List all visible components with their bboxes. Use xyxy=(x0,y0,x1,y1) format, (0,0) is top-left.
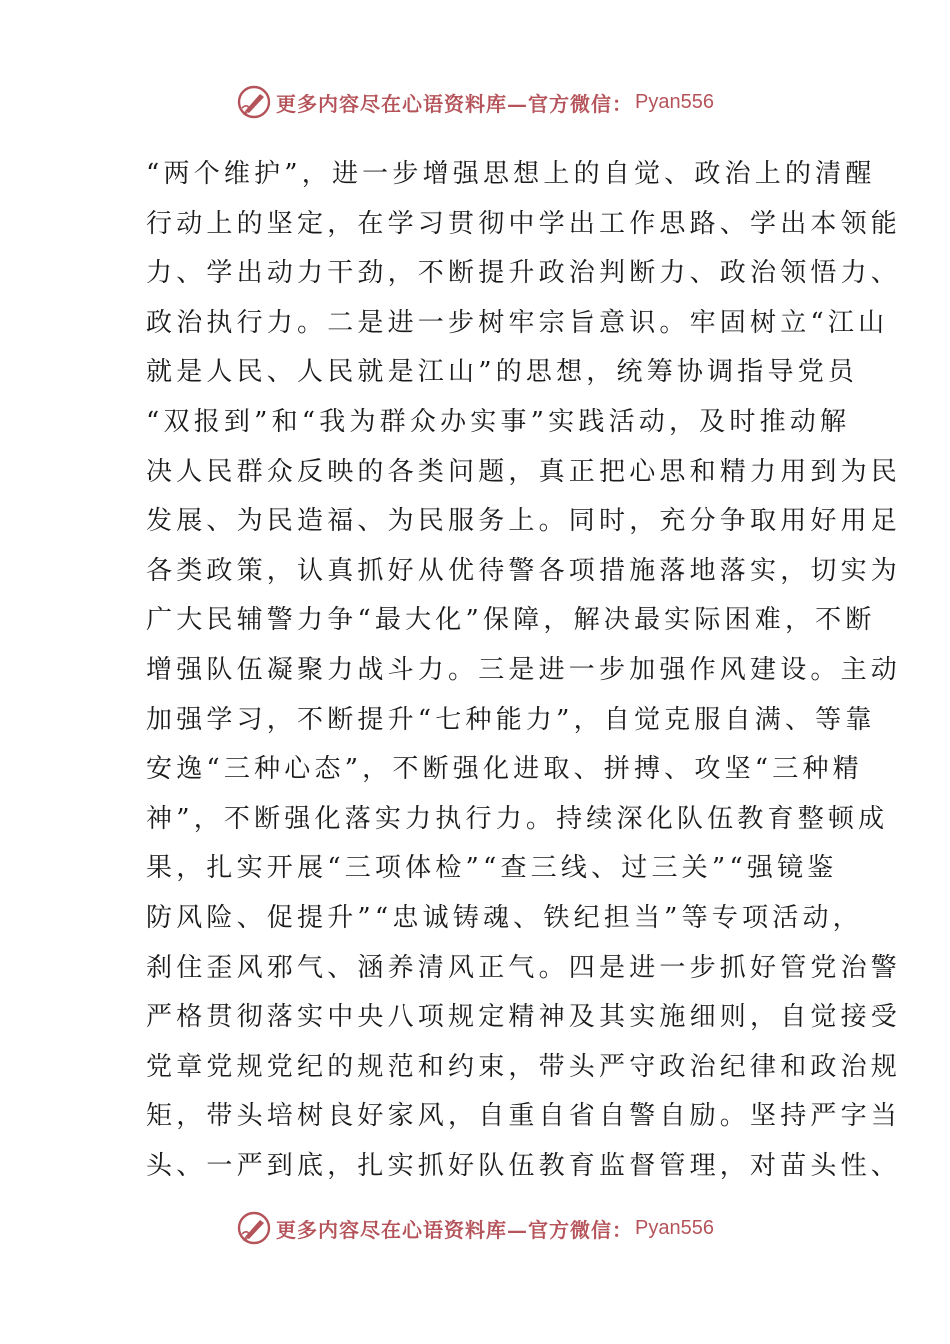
watermark-wechat-id: Pyan556 xyxy=(635,90,714,113)
watermark-header xyxy=(0,82,950,122)
text-line: 政治执行力。二是进一步树牢宗旨意识。牢固树立“江山 xyxy=(146,307,889,338)
text-line: 矩，带头培树良好家风，自重自省自警自励。坚持严字当 xyxy=(146,1101,902,1132)
text-line: 增强队伍凝聚力战斗力。三是进一步加强作风建设。主动 xyxy=(146,654,902,685)
text-line: 神”，不断强化落实力执行力。持续深化队伍教育整顿成 xyxy=(146,803,889,834)
text-line: “双报到”和“我为群众办实事”实践活动，及时推动解 xyxy=(146,406,851,437)
text-line: 严格贯彻落实中央八项规定精神及其实施细则，自觉接受 xyxy=(146,1002,902,1033)
document-body xyxy=(146,150,902,1191)
text-line: 安逸“三种心态”，不断强化进取、拼搏、攻坚“三种精 xyxy=(146,754,863,785)
text-line: 头、一严到底，扎实抓好队伍教育监督管理，对苗头性、 xyxy=(146,1150,902,1181)
pen-logo-icon xyxy=(236,84,272,120)
text-line: 行动上的坚定，在学习贯彻中学出工作思路、学出本领能 xyxy=(146,208,902,239)
text-line: “两个维护”，进一步增强思想上的自觉、政治上的清醒 xyxy=(146,159,876,189)
watermark-footer xyxy=(0,1208,950,1248)
pen-logo-icon xyxy=(236,1210,272,1246)
text-line: 果，扎实开展“三项体检”“查三线、过三关”“强镜鉴 xyxy=(146,853,838,884)
watermark-wechat-id: Pyan556 xyxy=(635,1216,714,1239)
text-line: 防风险、促提升”“忠诚铸魂、铁纪担当”等专项活动， xyxy=(146,902,863,933)
text-line: 力、学出动力干劲，不断提升政治判断力、政治领悟力、 xyxy=(146,258,902,289)
watermark-text: 更多内容尽在心语资料库—官方微信： xyxy=(276,1217,634,1242)
text-line: 发展、为民造福、为民服务上。同时，充分争取用好用足 xyxy=(146,506,902,537)
text-line: 广大民辅警力争“最大化”保障，解决最实际困难，不断 xyxy=(146,605,876,636)
text-line: 就是人民、人民就是江山”的思想，统筹协调指导党员 xyxy=(146,357,859,388)
text-line: 刹住歪风邪气、涵养清风正气。四是进一步抓好管党治警 xyxy=(146,952,902,983)
text-line: 决人民群众反映的各类问题，真正把心思和精力用到为民 xyxy=(146,456,902,487)
text-line: 加强学习，不断提升“七种能力”，自觉克服自满、等靠 xyxy=(146,704,876,735)
watermark-text: 更多内容尽在心语资料库—官方微信： xyxy=(276,91,634,116)
text-line: 党章党规党纪的规范和约束，带头严守政治纪律和政治规 xyxy=(146,1051,902,1082)
text-line: 各类政策，认真抓好从优待警各项措施落地落实，切实为 xyxy=(146,555,902,586)
